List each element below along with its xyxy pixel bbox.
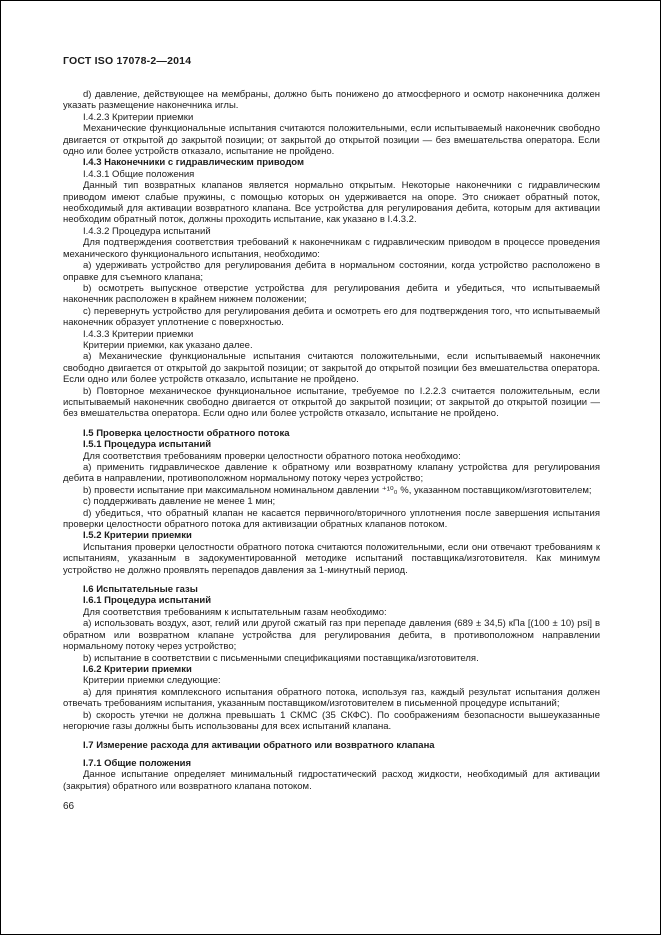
paragraph: d) убедиться, что обратный клапан не касается первичного/вторичного уплотнения после завершения испытания проверки целостности обратного потока для активизации обратных клапанов потоком. — [63, 507, 600, 531]
paragraph: I.4.3.3 Критерии приемки — [83, 328, 194, 340]
paragraph: c) перевернуть устройство для регулирования дебита и осмотреть его для подтверждения того, что испытываемый наконечник образует уплотнение с поверхностью. — [63, 305, 600, 329]
paragraph: a) использовать воздух, азот, гелий или другой сжатый газ при перепаде давления (689 ± 34,5) кПа [(100 ± 10) psi] в обратном или возвратном клапане устройства для регулирования дебита, в противоположном направлении нормальному потоку через устройство; — [63, 618, 600, 653]
paragraph: I.4.3.2 Процедура испытаний — [83, 225, 211, 237]
paragraph: Для подтверждения соответствия требований к наконечникам с гидравлическим приводом в процессе проведения механического функционального испытания, необходимо: — [63, 237, 600, 260]
paragraph: a) Механические функциональные испытания считаются положительными, если испытываемый наконечник свободно двигается от открытой до закрытой позиции; от закрытой до открытой позиции без вмешательства оператора. Если одно или более устройств отказало, испытание не пройдено. — [63, 351, 600, 386]
paragraph: d) давление, действующее на мембраны, должно быть понижено до атмосферного и осмотр наконечника должен указать размещение наконечника иглы. — [63, 89, 600, 112]
document-header: ГОСТ ISO 17078-2—2014 — [63, 55, 192, 67]
paragraph: a) удерживать устройство для регулирования дебита в нормальном состоянии, когда устройство расположено в оправке для съемного клапана; — [63, 260, 600, 283]
content-blocks — [63, 89, 600, 792]
paragraph: Критерии приемки, как указано далее. — [83, 339, 253, 351]
paragraph: a) для принятия комплексного испытания обратного потока, используя газ, каждый результат испытания должен отвечать требованиям испытания, указанным поставщиком/изготовителем в письменной процедуре испытаний; — [63, 686, 600, 710]
paragraph: b) провести испытание при максимальном номинальном давлении ⁺¹⁰₀ %, указанном поставщиком/изготовителем; — [83, 484, 592, 496]
paragraph: Испытания проверки целостности обратного потока считаются положительными, если они отвечают требованиям к испытаниям, указанным в задокументированной методике испытаний поставщика/изготовителя. Как минимум устройство не должно проявлять перепадов давления за 1-минутный период. — [63, 541, 600, 576]
section-heading: I.5.2 Критерии приемки — [83, 530, 192, 542]
paragraph: c) поддерживать давление не менее 1 мин; — [83, 496, 276, 508]
paragraph: Для соответствия требованиям проверки целостности обратного потока необходимо: — [83, 450, 461, 462]
paragraph: I.4.3.1 Общие положения — [83, 168, 195, 180]
section-heading: I.6.1 Процедура испытаний — [83, 595, 212, 607]
paragraph: Механические функциональные испытания считаются положительными, если испытываемый наконечник свободно двигается от открытой до закрытой позиции; от закрытой до открытой позиции — без вмешательства оператора. Если одно или более устройств отказало, испытание не пройдено. — [63, 123, 600, 158]
section-heading: I.5 Проверка целостности обратного потока — [83, 427, 290, 439]
section-heading: I.5.1 Процедура испытаний — [83, 439, 212, 451]
paragraph: b) скорость утечки не должна превышать 1 СКМС (35 СКФС). По соображениям безопасности вышеуказанные негорючие газы должны быть использованы для всех испытаний клапана. — [63, 709, 600, 732]
section-heading: I.6.2 Критерии приемки — [83, 663, 192, 675]
paragraph: Данный тип возвратных клапанов является нормально открытым. Некоторые наконечники с гидравлическим приводом имеют слабые пружины, с помощью которых он удерживается на опоре. Это снижает обратный поток, необходимый для активации возвратного клапана. Все устройства для регулирования дебита, которым для активации необходим обратный поток, должны проходить испытание, как указано в I.4.3.2. — [63, 180, 600, 226]
paragraph: b) Повторное механическое функциональное испытание, требуемое по I.2.2.3 считается положительным, если испытываемый наконечник свободно двигается от открытой до закрытой позиции; от закрытой до открытой позиции — без вмешательства оператора. Если одно или более устройств отказало, испытание не пройдено. — [63, 385, 600, 420]
paragraph: b) испытание в соответствии с письменными спецификациями поставщика/изготовителя. — [83, 652, 479, 664]
paragraph: Данное испытание определяет минимальный гидростатический расход жидкости, необходимый для активации (закрытия) обратного или возвратного клапана потоком. — [63, 769, 600, 792]
paragraph: b) осмотреть выпускное отверстие устройства для регулирования дебита и убедиться, что испытываемый наконечник расположен в крайнем нижнем положении; — [63, 282, 600, 306]
paragraph: Критерии приемки следующие: — [83, 675, 221, 687]
paragraph: Для соответствия требованиям к испытательным газам необходимо: — [83, 606, 387, 618]
section-heading: I.7 Измерение расхода для активации обратного или возвратного клапана — [83, 740, 435, 752]
paragraph: I.4.2.3 Критерии приемки — [83, 111, 194, 123]
section-heading: I.6 Испытательные газы — [83, 584, 198, 596]
section-heading: I.7.1 Общие положения — [83, 757, 192, 769]
page-number: 66 — [63, 800, 75, 812]
paragraph: a) применить гидравлическое давление к обратному или возвратному клапану устройства для регулирования дебита в направлении, противоположном нормальному потоку через устройство; — [63, 462, 600, 485]
section-heading: I.4.3 Наконечники с гидравлическим приводом — [83, 157, 304, 169]
